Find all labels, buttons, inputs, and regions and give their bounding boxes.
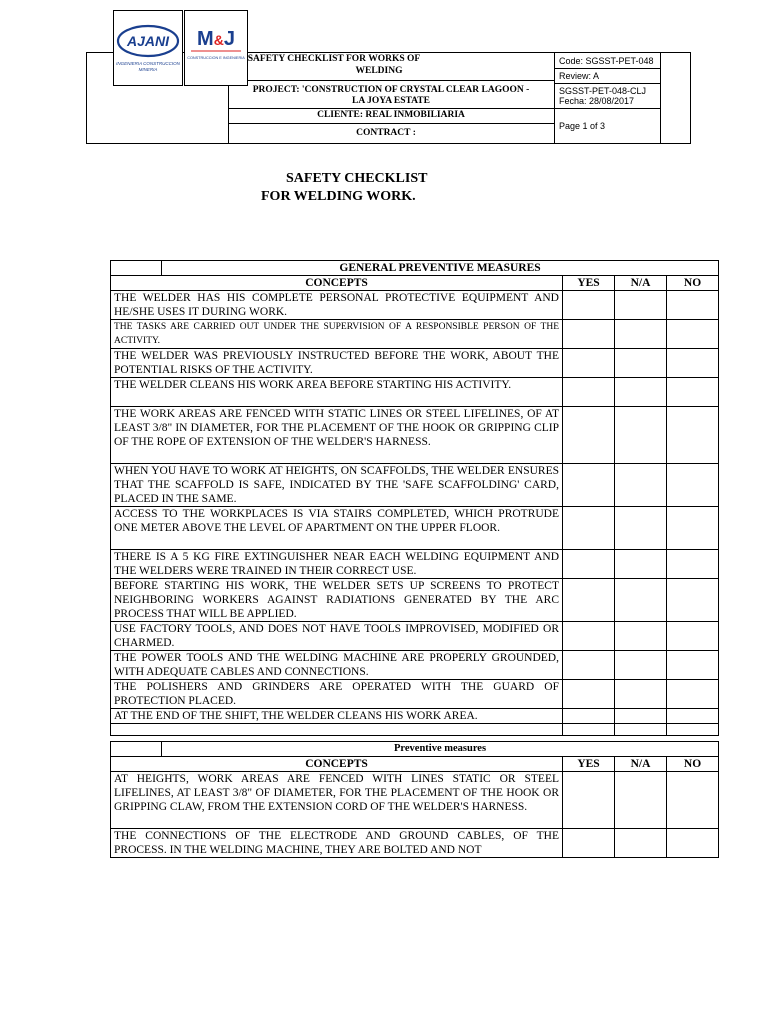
doc-ref: SGSST-PET-048-CLJ [559, 86, 647, 96]
na-cell[interactable] [615, 320, 667, 349]
na-cell[interactable] [615, 709, 667, 724]
table-row: USE FACTORY TOOLS, AND DOES NOT HAVE TOOLS IMPROVISED, MODIFIED OR CHARMED. [111, 622, 563, 651]
no-cell[interactable] [667, 320, 719, 349]
table-row: WHEN YOU HAVE TO WORK AT HEIGHTS, ON SCAFFOLDS, THE WELDER ENSURES THAT THE SCAFFOLD IS SAFE, INDICATED BY THE 'SAFE SCAFFOLDING' CARD, PLACED IN THE SAME. [111, 464, 563, 507]
contract-label: CONTRACT : [356, 128, 416, 138]
table2-corner-cell [111, 742, 162, 757]
na-cell[interactable] [615, 550, 667, 579]
no-cell[interactable] [667, 291, 719, 320]
svg-text:CONSTRUCCION E INGENIERIA: CONSTRUCCION E INGENIERIA [187, 56, 245, 60]
project-line1: PROJECT: 'CONSTRUCTION OF CRYSTAL CLEAR LAGOON - [252, 85, 530, 95]
na-cell[interactable] [615, 651, 667, 680]
no-cell[interactable] [667, 407, 719, 464]
table2-col-na: N/A [615, 757, 667, 772]
svg-text:M&J: M&J [197, 28, 235, 50]
table-row: THE TASKS ARE CARRIED OUT UNDER THE SUPERVISION OF A RESPONSIBLE PERSON OF THE ACTIVITY. [111, 320, 563, 349]
preventive-measures-table [110, 741, 719, 858]
yes-cell[interactable] [563, 349, 615, 378]
table2-col-no: NO [667, 757, 719, 772]
yes-cell[interactable] [563, 651, 615, 680]
doc-title-line2: WELDING [355, 66, 403, 76]
ajani-logo-icon [114, 11, 182, 85]
table-row: THE CONNECTIONS OF THE ELECTRODE AND GROUND CABLES, OF THE PROCESS. IN THE WELDING MACHINE, THEY ARE BOLTED AND NOT [111, 829, 563, 858]
table-row: THE POLISHERS AND GRINDERS ARE OPERATED WITH THE GUARD OF PROTECTION PLACED. [111, 680, 563, 709]
no-cell[interactable] [667, 622, 719, 651]
no-cell[interactable] [667, 709, 719, 724]
yes-cell[interactable] [563, 507, 615, 550]
doc-review: Review: A [559, 71, 600, 81]
table1-section-title: GENERAL PREVENTIVE MEASURES [162, 261, 719, 276]
no-cell[interactable] [667, 378, 719, 407]
table-row: ACCESS TO THE WORKPLACES IS VIA STAIRS COMPLETED, WHICH PROTRUDE ONE METER ABOVE THE LEVEL OF APARTMENT ON THE UPPER FLOOR. [111, 507, 563, 550]
na-cell[interactable] [615, 579, 667, 622]
table1-col-concepts: CONCEPTS [111, 276, 563, 291]
no-cell[interactable] [667, 829, 719, 858]
table-row: THE WELDER HAS HIS COMPLETE PERSONAL PROTECTIVE EQUIPMENT AND HE/SHE USES IT DURING WORK. [111, 291, 563, 320]
na-cell[interactable] [615, 378, 667, 407]
table1-corner-cell [111, 261, 162, 276]
na-cell[interactable] [615, 349, 667, 378]
project-line2: LA JOYA ESTATE [352, 96, 430, 106]
table-row: AT HEIGHTS, WORK AREAS ARE FENCED WITH LINES STATIC OR STEEL LIFELINES, AT LEAST 3/8" OF DIAMETER, FOR THE PLACEMENT OF THE HOOK OR GRIPPING CLAW, FROM THE EXTENSION CORD OF THE WELDER'S HARNESS. [111, 772, 563, 829]
table2-section-title: Preventive measures [162, 742, 719, 757]
table-row: BEFORE STARTING HIS WORK, THE WELDER SETS UP SCREENS TO PROTECT NEIGHBORING WORKERS AGAINST RADIATIONS GENERATED BY THE ARC PROCESS THAT WILL BE APPLIED. [111, 579, 563, 622]
yes-cell[interactable] [563, 680, 615, 709]
yes-cell[interactable] [563, 291, 615, 320]
table-row: AT THE END OF THE SHIFT, THE WELDER CLEANS HIS WORK AREA. [111, 709, 563, 724]
no-cell[interactable] [667, 507, 719, 550]
no-cell[interactable] [667, 772, 719, 829]
na-cell[interactable] [615, 772, 667, 829]
yes-cell[interactable] [563, 622, 615, 651]
yes-cell[interactable] [563, 829, 615, 858]
no-cell[interactable] [667, 550, 719, 579]
table-row: THE POWER TOOLS AND THE WELDING MACHINE ARE PROPERLY GROUNDED, WITH ADEQUATE CABLES AND CONNECTIONS. [111, 651, 563, 680]
no-cell[interactable] [667, 680, 719, 709]
page-title-line2: FOR WELDING WORK. [261, 189, 416, 204]
yes-cell[interactable] [563, 407, 615, 464]
no-cell[interactable] [667, 651, 719, 680]
table-row: THE WELDER WAS PREVIOUSLY INSTRUCTED BEFORE THE WORK, ABOUT THE POTENTIAL RISKS OF THE ACTIVITY. [111, 349, 563, 378]
svg-text:INGENIERIA CONSTRUCCION: INGENIERIA CONSTRUCCION [116, 61, 180, 66]
table2-col-yes: YES [563, 757, 615, 772]
yes-cell[interactable] [563, 709, 615, 724]
svg-text:MINERIA: MINERIA [138, 67, 158, 72]
table1-col-na: N/A [615, 276, 667, 291]
page-number: Page 1 of 3 [559, 121, 606, 131]
table-row: THE WORK AREAS ARE FENCED WITH STATIC LINES OR STEEL LIFELINES, OF AT LEAST 3/8" IN DIAMETER, FOR THE PLACEMENT OF THE HOOK OR GRIPPING CLIP OF THE ROPE OF EXTENSION OF THE WELDER'S HARNESS. [111, 407, 563, 464]
table2-col-concepts: CONCEPTS [111, 757, 563, 772]
na-cell[interactable] [615, 407, 667, 464]
doc-title-line1: SAFETY CHECKLIST FOR WORKS OF [247, 54, 421, 64]
no-cell[interactable] [667, 349, 719, 378]
no-cell[interactable] [667, 579, 719, 622]
ajani-logo [113, 10, 183, 86]
table1-col-no: NO [667, 276, 719, 291]
yes-cell[interactable] [563, 772, 615, 829]
na-cell[interactable] [615, 464, 667, 507]
table1-col-yes: YES [563, 276, 615, 291]
doc-date: Fecha: 28/08/2017 [559, 96, 635, 106]
yes-cell[interactable] [563, 550, 615, 579]
na-cell[interactable] [615, 291, 667, 320]
empty-row [111, 724, 563, 736]
yes-cell[interactable] [563, 320, 615, 349]
yes-cell[interactable] [563, 464, 615, 507]
general-measures-table [110, 260, 719, 736]
na-cell[interactable] [615, 724, 667, 736]
na-cell[interactable] [615, 507, 667, 550]
no-cell[interactable] [667, 724, 719, 736]
na-cell[interactable] [615, 622, 667, 651]
client-label: CLIENTE: REAL INMOBILIARIA [317, 110, 465, 120]
doc-code: Code: SGSST-PET-048 [559, 56, 654, 66]
page-title-line1: SAFETY CHECKLIST [286, 171, 428, 186]
yes-cell[interactable] [563, 579, 615, 622]
yes-cell[interactable] [563, 724, 615, 736]
yes-cell[interactable] [563, 378, 615, 407]
na-cell[interactable] [615, 829, 667, 858]
svg-text:AJANI: AJANI [126, 33, 170, 49]
no-cell[interactable] [667, 464, 719, 507]
table-row: THE WELDER CLEANS HIS WORK AREA BEFORE STARTING HIS ACTIVITY. [111, 378, 563, 407]
na-cell[interactable] [615, 680, 667, 709]
table-row: THERE IS A 5 KG FIRE EXTINGUISHER NEAR EACH WELDING EQUIPMENT AND THE WELDERS WERE TRAINED IN THEIR CORRECT USE. [111, 550, 563, 579]
